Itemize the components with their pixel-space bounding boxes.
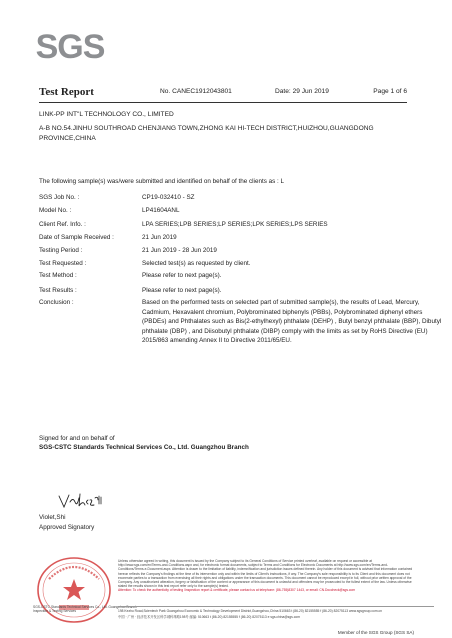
report-date: Date: 29 Jun 2019 <box>275 88 329 95</box>
field-value: Please refer to next page(s). <box>142 287 222 294</box>
field-value: 21 Jun 2019 <box>142 234 177 241</box>
field-label: Test Results : <box>39 287 77 294</box>
footer-branch-name: SGS-CSTC Standards Technical Services Co., Ltd. Guangzhou Branch Inspection & Testing Services <box>33 605 137 614</box>
client-company: LINK-PP INT"L TECHNOLOGY CO., LIMITED <box>39 111 174 118</box>
signer-block <box>39 513 94 533</box>
signed-line-1: Signed for and on behalf of <box>39 435 115 442</box>
field-label: Client Ref. Info. : <box>39 221 86 228</box>
terms-body: Unless otherwise agreed in writing, this document is issued by the Company subject to its General Conditions of Service printed overleaf, available on request or accessible at http://www.sgs.com/en/Terms-and-Conditions.aspx and, for electronic format documents, subject to Terms and Conditions for Electronic Documents at http://www.sgs.com/en/Terms-and-Conditions/Terms-e-Document.aspx. Attention is drawn to the limitation of liability, indemnification and jurisdiction issues defined therein. Any holder of this document is advised that information contained hereon reflects the Company's findings at the time of its intervention only and within the limits of Client's instructions, if any. The Company's sole responsibility is to its Client and this document does not exonerate parties to a transaction from exercising all their rights and obligations under the transaction documents. This document cannot be reproduced except in full, without prior written approval of the Company. Any unauthorized alteration, forgery or falsification of the content or appearance of this document is unlawful and offenders may be prosecuted to the fullest extent of the law. Unless otherwise stated the results shown in this test report refer only to the sample(s) tested. <box>118 559 413 589</box>
header-rule <box>39 102 407 103</box>
field-label: Testing Period : <box>39 247 83 254</box>
field-value: LP41604ANL <box>142 207 180 214</box>
report-number: No. CANEC1912043801 <box>160 88 232 95</box>
field-label: Test Method : <box>39 272 77 279</box>
company-seal-stamp <box>33 553 115 627</box>
field-label: Model No. : <box>39 207 72 214</box>
authenticity-warning: Attention: To check the authenticity of testing /inspection report & certificate, please contact us at telephone: (86-755)8307 1443, or email: CN.Doccheck@sgs.com <box>118 588 356 593</box>
field-value: Please refer to next page(s). <box>142 272 222 279</box>
field-label: Date of Sample Received : <box>39 234 114 241</box>
signed-line-2: SGS-CSTC Standards Technical Services Co., Ltd. Guangzhou Branch <box>39 443 249 451</box>
intro-text: The following sample(s) was/were submitted and identified on behalf of the clients as : L <box>39 178 285 185</box>
signer-title: Approved Signatory <box>39 524 95 531</box>
report-header <box>39 86 407 100</box>
svg-text:SGS: SGS <box>35 28 105 66</box>
field-label: SGS Job No. : <box>39 194 80 201</box>
sgs-logo <box>35 22 105 66</box>
signer-name: Violet,Shi <box>39 514 66 521</box>
field-value: 21 Jun 2019 - 28 Jun 2019 <box>142 247 217 254</box>
field-value: CP19-032410 - SZ <box>142 194 195 201</box>
signed-block <box>39 435 249 453</box>
field-value: LPA SERIES;LPB SERIES;LP SERIES;LPK SERIES;LPS SERIES <box>142 221 328 228</box>
field-value: Selected test(s) as requested by client. <box>142 260 251 267</box>
page-indicator: Page 1 of 6 <box>373 88 407 95</box>
footer-address-cn: 中国 · 广州 · 经济技术开发区科学城科珠路198号 邮编: 510663 t (86-20) 82155555 f (86-20) 82075113 e sgs.china@sgs.com <box>118 615 300 619</box>
conclusion-text: Based on the performed tests on selected part of submitted sample(s), the results of Lead, Mercury, Cadmium, Hexavalent chromium, Polybrominated biphenyls (PBBs), Polybrominated diphenyl ethers (PBDEs) and Phthalates such as Bis(2-ethylhexyl) phthalate (DEHP) , Butyl benzyl phthalate (BBP), Dibutyl phthalate (DBP) , and Diisobutyl phthalate (DIBP) comply with the limits as set by RoHS Directive (EU) 2015/863 amending Annex II to Directive 2011/65/EU. <box>142 299 442 345</box>
client-address: A-B NO.54.JINHU SOUTHROAD CHENJIANG TOWN,ZHONG KAI HI-TECH DISTRICT,HUIZHOU,GUANGDONG PROVINCE,CHINA <box>39 125 374 142</box>
member-of-sgs-group: Member of the SGS Group (SGS SA) <box>337 630 414 635</box>
footer-address-en: 198 Kezhu Road,Scientech Park Guangzhou Economic & Technology Development District,Guangzhou,China 510663 t (86-20) 82155555 f (86-20) 82075113 www.sgsgroup.com.cn <box>118 609 382 613</box>
report-title: Test Report <box>39 86 94 98</box>
conclusion-label: Conclusion : <box>39 299 74 306</box>
handwritten-signature <box>57 492 107 510</box>
footer-address-bar <box>118 606 434 622</box>
terms-fine-print <box>118 559 414 593</box>
field-label: Test Requested : <box>39 260 87 267</box>
